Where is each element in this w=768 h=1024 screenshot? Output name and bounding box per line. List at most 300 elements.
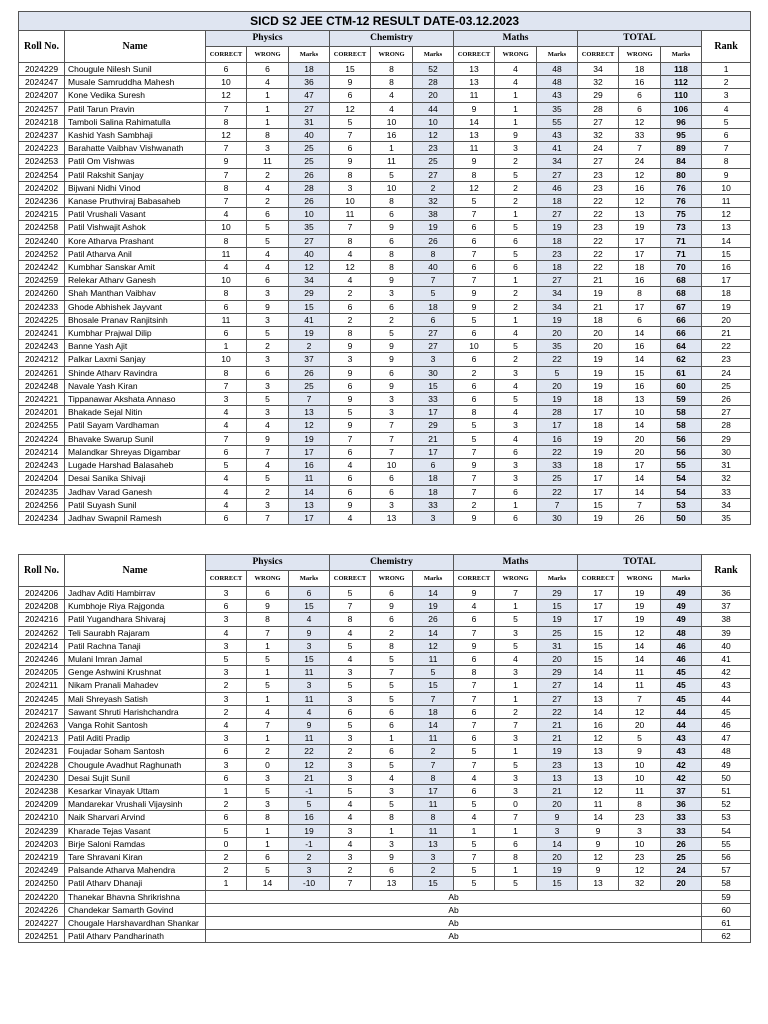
- table-row: [19, 129, 751, 142]
- rank-cell: 12: [702, 208, 751, 221]
- maths-marks-cell: 21: [537, 719, 578, 732]
- total-correct-cell: 22: [578, 195, 619, 208]
- name-cell: Ghode Abhishek Jayvant: [65, 300, 206, 313]
- roll-no-cell: 2024240: [19, 234, 65, 247]
- roll-no-cell: 2024249: [19, 864, 65, 877]
- maths-correct-cell: 1: [454, 824, 495, 837]
- total-correct-cell: 19: [578, 511, 619, 524]
- physics-marks-cell: 47: [289, 89, 330, 102]
- maths-marks-cell: 18: [537, 261, 578, 274]
- total-marks-cell: 58: [661, 419, 702, 432]
- total-correct-cell: 15: [578, 653, 619, 666]
- name-cell: Mali Shreyash Satish: [65, 692, 206, 705]
- table-row: [19, 247, 751, 260]
- total-correct-cell: 14: [578, 811, 619, 824]
- rank-cell: 62: [702, 930, 751, 943]
- total-wrong-cell: 7: [619, 142, 661, 155]
- total-wrong-cell: 20: [619, 719, 661, 732]
- chemistry-marks-cell: 19: [413, 221, 454, 234]
- name-cell: Patil Aditi Pradip: [65, 732, 206, 745]
- chemistry-wrong-cell: 4: [371, 102, 413, 115]
- maths-correct-cell: 13: [454, 63, 495, 76]
- name-cell: Desai Sanika Shivaji: [65, 472, 206, 485]
- maths-correct-cell: 5: [454, 798, 495, 811]
- rank-cell: 55: [702, 837, 751, 850]
- total-correct-cell: 22: [578, 208, 619, 221]
- chemistry-marks-cell: 18: [413, 705, 454, 718]
- physics-marks-cell: 13: [289, 406, 330, 419]
- chemistry-correct-cell: 7: [330, 129, 371, 142]
- physics-wrong-cell: 3: [247, 498, 289, 511]
- chemistry-correct-cell: 9: [330, 498, 371, 511]
- total-marks-cell: 33: [661, 811, 702, 824]
- maths-correct-cell: 2: [454, 498, 495, 511]
- total-wrong-cell: 13: [619, 393, 661, 406]
- roll-no-cell: 2024225: [19, 313, 65, 326]
- table-row: [19, 406, 751, 419]
- maths-wrong-cell: 5: [495, 221, 537, 234]
- total-wrong-cell: 3: [619, 824, 661, 837]
- maths-marks-cell: 13: [537, 771, 578, 784]
- physics-marks-cell: 4: [289, 705, 330, 718]
- maths-wrong-cell: 1: [495, 679, 537, 692]
- chemistry-wrong-cell: 9: [371, 600, 413, 613]
- maths-marks-cell: 3: [537, 824, 578, 837]
- maths-wrong-cell: 3: [495, 771, 537, 784]
- maths-wrong-cell: 5: [495, 393, 537, 406]
- chemistry-correct-cell: 3: [330, 181, 371, 194]
- total-marks-cell: 49: [661, 600, 702, 613]
- physics-marks-cell: 40: [289, 129, 330, 142]
- total-wrong-cell: 14: [619, 485, 661, 498]
- maths-correct-cell: 7: [454, 274, 495, 287]
- chemistry-marks-cell: 27: [413, 327, 454, 340]
- physics-wrong-cell: 4: [247, 459, 289, 472]
- total-wrong-cell: 13: [619, 208, 661, 221]
- maths-wrong-cell: 7: [495, 811, 537, 824]
- total-marks-cell: 25: [661, 851, 702, 864]
- name-cell: Desai Sujit Sunil: [65, 771, 206, 784]
- table-row: [19, 653, 751, 666]
- chemistry-correct-cell: 6: [330, 445, 371, 458]
- wrong-subheader: WRONG: [619, 47, 661, 63]
- total-correct-cell: 23: [578, 168, 619, 181]
- total-correct-cell: 19: [578, 287, 619, 300]
- maths-correct-cell: 6: [454, 221, 495, 234]
- table-row: [19, 811, 751, 824]
- physics-wrong-cell: 6: [247, 208, 289, 221]
- chemistry-correct-cell: 9: [330, 155, 371, 168]
- roll-no-cell: 2024208: [19, 600, 65, 613]
- correct-subheader: CORRECT: [206, 571, 247, 587]
- total-wrong-cell: 24: [619, 155, 661, 168]
- total-wrong-cell: 19: [619, 587, 661, 600]
- physics-correct-cell: 10: [206, 274, 247, 287]
- physics-wrong-cell: 4: [247, 181, 289, 194]
- chemistry-wrong-cell: 7: [371, 419, 413, 432]
- chemistry-marks-cell: 18: [413, 472, 454, 485]
- physics-correct-cell: 3: [206, 587, 247, 600]
- maths-correct-cell: 7: [454, 679, 495, 692]
- table-row: [19, 626, 751, 639]
- chemistry-marks-cell: 3: [413, 511, 454, 524]
- table-row: [19, 679, 751, 692]
- physics-correct-cell: 7: [206, 379, 247, 392]
- maths-wrong-cell: 3: [495, 626, 537, 639]
- physics-marks-cell: 15: [289, 653, 330, 666]
- maths-marks-cell: 30: [537, 511, 578, 524]
- roll-no-cell: 2024237: [19, 129, 65, 142]
- name-cell: Mulani Imran Jamal: [65, 653, 206, 666]
- table-row: [19, 76, 751, 89]
- maths-wrong-cell: 1: [495, 274, 537, 287]
- roll-no-cell: 2024251: [19, 930, 65, 943]
- physics-wrong-cell: 9: [247, 300, 289, 313]
- chemistry-wrong-cell: 3: [371, 785, 413, 798]
- maths-wrong-cell: 1: [495, 824, 537, 837]
- roll-no-cell: 2024236: [19, 195, 65, 208]
- roll-no-cell: 2024219: [19, 851, 65, 864]
- chemistry-wrong-cell: 5: [371, 168, 413, 181]
- maths-wrong-cell: 5: [495, 613, 537, 626]
- physics-wrong-cell: 14: [247, 877, 289, 890]
- physics-correct-cell: 3: [206, 758, 247, 771]
- physics-correct-cell: 2: [206, 705, 247, 718]
- total-correct-cell: 32: [578, 129, 619, 142]
- total-correct-cell: 14: [578, 705, 619, 718]
- physics-marks-cell: 17: [289, 445, 330, 458]
- physics-correct-cell: 8: [206, 287, 247, 300]
- physics-marks-cell: 7: [289, 393, 330, 406]
- rank-cell: 5: [702, 115, 751, 128]
- roll-no-cell: 2024217: [19, 705, 65, 718]
- rank-cell: 44: [702, 692, 751, 705]
- total-correct-cell: 9: [578, 864, 619, 877]
- chemistry-correct-cell: 6: [330, 300, 371, 313]
- physics-wrong-cell: 4: [247, 705, 289, 718]
- chemistry-wrong-cell: 9: [371, 340, 413, 353]
- total-marks-cell: 43: [661, 732, 702, 745]
- physics-wrong-cell: 3: [247, 798, 289, 811]
- total-correct-cell: 11: [578, 798, 619, 811]
- chemistry-wrong-cell: 6: [371, 472, 413, 485]
- physics-wrong-cell: 1: [247, 89, 289, 102]
- maths-correct-cell: 6: [454, 393, 495, 406]
- total-marks-cell: 71: [661, 247, 702, 260]
- total-correct-cell: 18: [578, 459, 619, 472]
- total-marks-cell: 44: [661, 705, 702, 718]
- chemistry-marks-cell: 26: [413, 234, 454, 247]
- rank-cell: 7: [702, 142, 751, 155]
- chemistry-marks-cell: 7: [413, 758, 454, 771]
- total-marks-cell: 54: [661, 472, 702, 485]
- chemistry-correct-cell: 3: [330, 824, 371, 837]
- total-marks-cell: 76: [661, 181, 702, 194]
- name-cell: Chandekar Samarth Govind: [65, 903, 206, 916]
- maths-wrong-cell: 3: [495, 666, 537, 679]
- maths-wrong-cell: 2: [495, 353, 537, 366]
- physics-marks-cell: 11: [289, 472, 330, 485]
- table-row: [19, 485, 751, 498]
- total-wrong-cell: 12: [619, 168, 661, 181]
- maths-wrong-cell: 7: [495, 587, 537, 600]
- maths-correct-cell: 6: [454, 261, 495, 274]
- rank-cell: 29: [702, 432, 751, 445]
- table-row: [19, 261, 751, 274]
- name-cell: Tare Shravani Kiran: [65, 851, 206, 864]
- maths-marks-cell: 35: [537, 102, 578, 115]
- name-cell: Bijwani Nidhi Vinod: [65, 181, 206, 194]
- physics-correct-cell: 6: [206, 811, 247, 824]
- physics-wrong-cell: 8: [247, 613, 289, 626]
- roll-no-cell: 2024229: [19, 63, 65, 76]
- physics-correct-cell: 6: [206, 445, 247, 458]
- chemistry-wrong-cell: 9: [371, 221, 413, 234]
- physics-correct-cell: 7: [206, 142, 247, 155]
- rank-cell: 47: [702, 732, 751, 745]
- total-wrong-cell: 12: [619, 115, 661, 128]
- rank-cell: 2: [702, 76, 751, 89]
- physics-correct-cell: 1: [206, 785, 247, 798]
- chemistry-marks-cell: 5: [413, 287, 454, 300]
- rank-cell: 8: [702, 155, 751, 168]
- chemistry-wrong-cell: 3: [371, 837, 413, 850]
- chemistry-marks-cell: 25: [413, 155, 454, 168]
- table-row: [19, 115, 751, 128]
- rank-cell: 30: [702, 445, 751, 458]
- maths-marks-cell: 27: [537, 168, 578, 181]
- physics-marks-cell: -10: [289, 877, 330, 890]
- physics-marks-cell: 3: [289, 679, 330, 692]
- maths-correct-cell: 10: [454, 340, 495, 353]
- physics-correct-cell: 4: [206, 626, 247, 639]
- maths-marks-cell: 20: [537, 379, 578, 392]
- total-wrong-cell: 15: [619, 366, 661, 379]
- chemistry-marks-cell: 21: [413, 432, 454, 445]
- total-marks-cell: 110: [661, 89, 702, 102]
- physics-correct-cell: 3: [206, 639, 247, 652]
- name-cell: Kesarkar Vinayak Uttam: [65, 785, 206, 798]
- chemistry-wrong-cell: 8: [371, 261, 413, 274]
- table-row: [19, 353, 751, 366]
- physics-marks-cell: 12: [289, 261, 330, 274]
- chemistry-header: Chemistry: [330, 555, 454, 571]
- chemistry-marks-cell: 6: [413, 459, 454, 472]
- chemistry-correct-cell: 8: [330, 234, 371, 247]
- chemistry-marks-cell: 33: [413, 393, 454, 406]
- rank-cell: 27: [702, 406, 751, 419]
- total-marks-cell: 33: [661, 824, 702, 837]
- rank-cell: 17: [702, 274, 751, 287]
- rank-cell: 26: [702, 393, 751, 406]
- maths-marks-cell: 19: [537, 864, 578, 877]
- physics-correct-cell: 10: [206, 353, 247, 366]
- chemistry-wrong-cell: 6: [371, 864, 413, 877]
- correct-subheader: CORRECT: [454, 47, 495, 63]
- total-marks-cell: 50: [661, 511, 702, 524]
- physics-wrong-cell: 5: [247, 327, 289, 340]
- total-wrong-cell: 16: [619, 340, 661, 353]
- rank-cell: 34: [702, 498, 751, 511]
- roll-no-cell: 2024205: [19, 666, 65, 679]
- total-marks-cell: 112: [661, 76, 702, 89]
- roll-no-cell: 2024203: [19, 837, 65, 850]
- physics-wrong-cell: 6: [247, 274, 289, 287]
- rank-cell: 25: [702, 379, 751, 392]
- table-row: [19, 459, 751, 472]
- chemistry-marks-cell: 11: [413, 732, 454, 745]
- name-cell: Patil Om Vishwas: [65, 155, 206, 168]
- table-row: [19, 498, 751, 511]
- chemistry-wrong-cell: 7: [371, 666, 413, 679]
- physics-correct-cell: 2: [206, 679, 247, 692]
- maths-correct-cell: 7: [454, 485, 495, 498]
- physics-correct-cell: 7: [206, 432, 247, 445]
- name-cell: Patil Sayam Vardhaman: [65, 419, 206, 432]
- physics-correct-cell: 5: [206, 824, 247, 837]
- chemistry-correct-cell: 3: [330, 666, 371, 679]
- physics-marks-cell: 25: [289, 155, 330, 168]
- physics-marks-cell: 26: [289, 168, 330, 181]
- physics-wrong-cell: 2: [247, 168, 289, 181]
- name-cell: Teli Saurabh Rajaram: [65, 626, 206, 639]
- name-header: Name: [65, 31, 206, 63]
- chemistry-wrong-cell: 3: [371, 498, 413, 511]
- name-cell: Jadhav Swapnil Ramesh: [65, 511, 206, 524]
- maths-header: Maths: [454, 555, 578, 571]
- chemistry-marks-cell: 8: [413, 771, 454, 784]
- chemistry-correct-cell: 3: [330, 353, 371, 366]
- roll-no-cell: 2024254: [19, 168, 65, 181]
- chemistry-marks-cell: 23: [413, 142, 454, 155]
- table-row: [19, 445, 751, 458]
- chemistry-marks-cell: 28: [413, 76, 454, 89]
- physics-marks-cell: 9: [289, 719, 330, 732]
- physics-wrong-cell: 2: [247, 195, 289, 208]
- total-wrong-cell: 14: [619, 419, 661, 432]
- name-cell: Patil Atharva Anil: [65, 247, 206, 260]
- chemistry-correct-cell: 8: [330, 613, 371, 626]
- total-correct-cell: 14: [578, 666, 619, 679]
- maths-wrong-cell: 3: [495, 459, 537, 472]
- name-cell: Kone Vedika Suresh: [65, 89, 206, 102]
- chemistry-correct-cell: 7: [330, 221, 371, 234]
- chemistry-marks-cell: 30: [413, 366, 454, 379]
- roll-no-cell: 2024257: [19, 102, 65, 115]
- chemistry-marks-cell: 18: [413, 485, 454, 498]
- wrong-subheader: WRONG: [247, 47, 289, 63]
- rank-cell: 23: [702, 353, 751, 366]
- maths-correct-cell: 13: [454, 129, 495, 142]
- table-row-absent: [19, 890, 751, 903]
- marks-subheader: Marks: [537, 47, 578, 63]
- total-correct-cell: 13: [578, 692, 619, 705]
- maths-wrong-cell: 2: [495, 155, 537, 168]
- chemistry-marks-cell: 38: [413, 208, 454, 221]
- physics-wrong-cell: 1: [247, 115, 289, 128]
- chemistry-wrong-cell: 7: [371, 445, 413, 458]
- total-correct-cell: 22: [578, 261, 619, 274]
- chemistry-correct-cell: 6: [330, 705, 371, 718]
- physics-correct-cell: 3: [206, 666, 247, 679]
- total-correct-cell: 13: [578, 745, 619, 758]
- total-correct-cell: 18: [578, 313, 619, 326]
- physics-correct-cell: 1: [206, 877, 247, 890]
- maths-wrong-cell: 4: [495, 379, 537, 392]
- roll-no-cell: 2024260: [19, 287, 65, 300]
- maths-wrong-cell: 3: [495, 419, 537, 432]
- name-cell: Vanga Rohit Santosh: [65, 719, 206, 732]
- total-wrong-cell: 7: [619, 498, 661, 511]
- maths-correct-cell: 9: [454, 102, 495, 115]
- chemistry-marks-cell: 20: [413, 89, 454, 102]
- maths-correct-cell: 8: [454, 406, 495, 419]
- roll-no-cell: 2024235: [19, 485, 65, 498]
- physics-wrong-cell: 1: [247, 824, 289, 837]
- physics-marks-cell: 35: [289, 221, 330, 234]
- rank-cell: 18: [702, 287, 751, 300]
- maths-correct-cell: 9: [454, 459, 495, 472]
- name-cell: Musale Samruddha Mahesh: [65, 76, 206, 89]
- roll-no-cell: 2024255: [19, 419, 65, 432]
- chemistry-correct-cell: 5: [330, 115, 371, 128]
- rank-cell: 1: [702, 63, 751, 76]
- rank-cell: 24: [702, 366, 751, 379]
- physics-marks-cell: 9: [289, 626, 330, 639]
- maths-wrong-cell: 4: [495, 432, 537, 445]
- total-wrong-cell: 10: [619, 406, 661, 419]
- total-wrong-cell: 9: [619, 745, 661, 758]
- table-row: [19, 234, 751, 247]
- total-marks-cell: 55: [661, 459, 702, 472]
- chemistry-marks-cell: 15: [413, 679, 454, 692]
- total-correct-cell: 28: [578, 102, 619, 115]
- name-cell: Chougule Nilesh Sunil: [65, 63, 206, 76]
- total-wrong-cell: 23: [619, 811, 661, 824]
- table-row: [19, 379, 751, 392]
- chemistry-wrong-cell: 11: [371, 155, 413, 168]
- chemistry-wrong-cell: 8: [371, 63, 413, 76]
- chemistry-wrong-cell: 5: [371, 679, 413, 692]
- maths-correct-cell: 7: [454, 626, 495, 639]
- table-row: [19, 155, 751, 168]
- total-correct-cell: 23: [578, 221, 619, 234]
- name-header: Name: [65, 555, 206, 587]
- maths-correct-cell: 4: [454, 600, 495, 613]
- physics-marks-cell: 3: [289, 864, 330, 877]
- maths-marks-cell: 21: [537, 732, 578, 745]
- result-body-bottom: [19, 587, 751, 943]
- total-header: TOTAL: [578, 31, 702, 47]
- physics-marks-cell: 16: [289, 811, 330, 824]
- table-row: [19, 221, 751, 234]
- total-wrong-cell: 12: [619, 705, 661, 718]
- wrong-subheader: WRONG: [371, 571, 413, 587]
- rank-cell: 42: [702, 666, 751, 679]
- roll-no-cell: 2024227: [19, 917, 65, 930]
- maths-marks-cell: 15: [537, 600, 578, 613]
- physics-marks-cell: 21: [289, 771, 330, 784]
- wrong-subheader: WRONG: [371, 47, 413, 63]
- maths-wrong-cell: 6: [495, 445, 537, 458]
- maths-correct-cell: 9: [454, 300, 495, 313]
- roll-no-cell: 2024206: [19, 587, 65, 600]
- physics-wrong-cell: 1: [247, 666, 289, 679]
- physics-correct-cell: 10: [206, 221, 247, 234]
- roll-no-cell: 2024262: [19, 626, 65, 639]
- table-row: [19, 758, 751, 771]
- physics-correct-cell: 4: [206, 419, 247, 432]
